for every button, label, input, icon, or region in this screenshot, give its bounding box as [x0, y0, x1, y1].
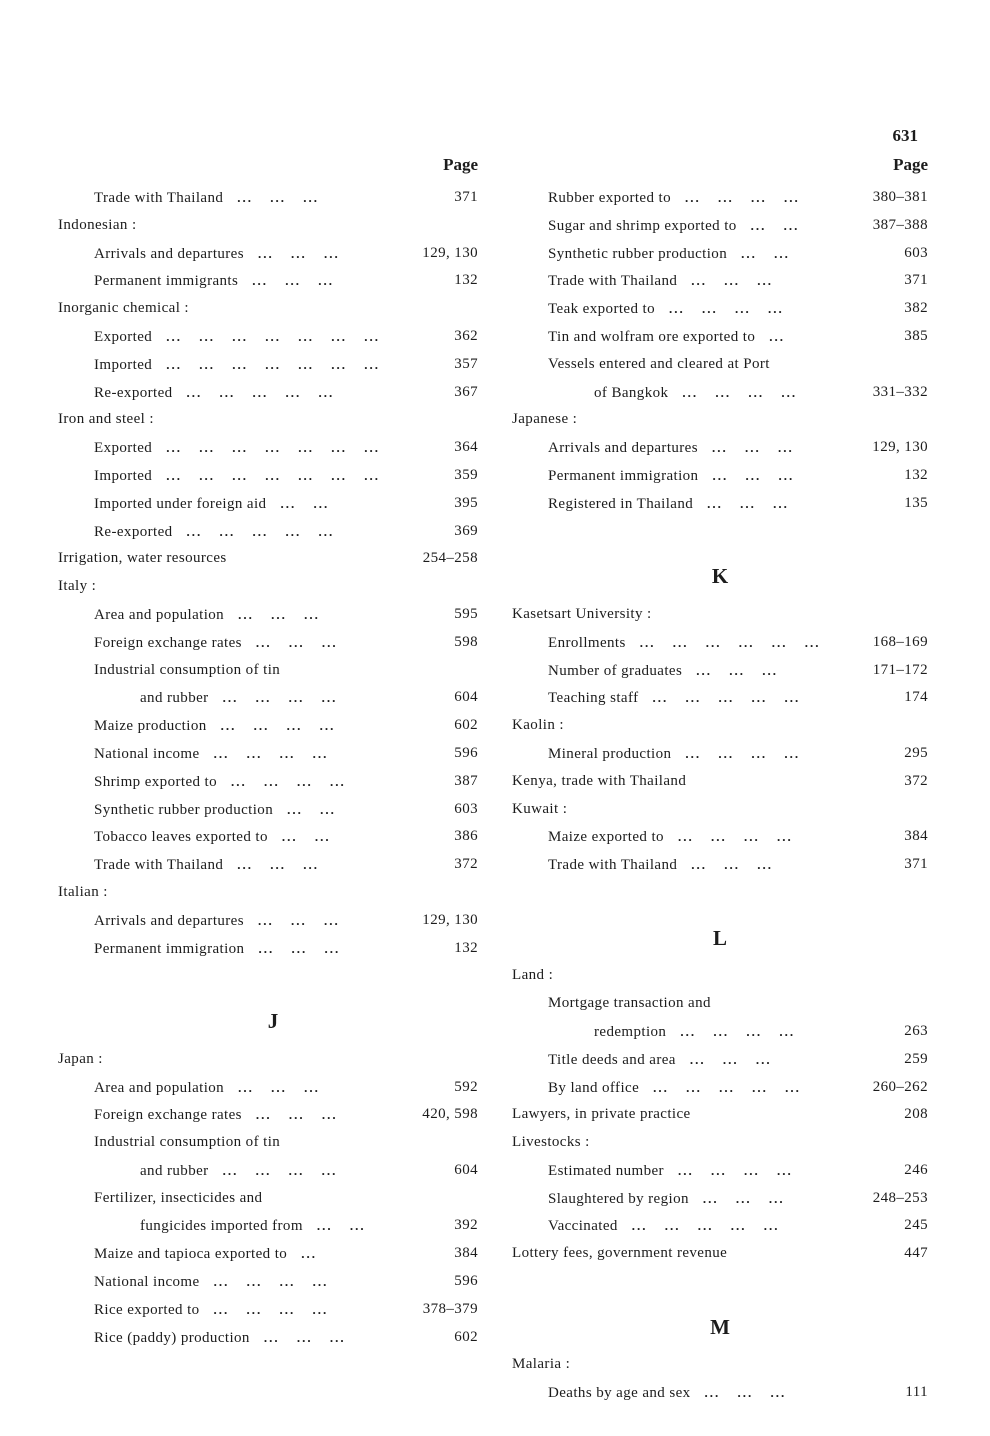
page-reference: 386 [454, 828, 478, 845]
dot-leader: ... ... ... [238, 606, 320, 622]
dot-leader: ... ... ... ... ... ... ... [166, 328, 380, 344]
index-subentry [58, 1324, 478, 1352]
index-subentry [58, 1101, 478, 1129]
entry-label: Title deeds and area [548, 1051, 676, 1068]
dot-leader: ... ... ... ... [680, 1023, 796, 1039]
index-subentry [512, 212, 928, 240]
index-subentry [512, 1185, 928, 1213]
index-subentry [58, 1074, 478, 1102]
section-letter-heading: J [267, 1009, 279, 1034]
entry-label: National income [94, 1274, 200, 1291]
index-subentry [58, 184, 478, 212]
index-subentry [58, 490, 478, 518]
index-entry-list [58, 184, 478, 1351]
index-subentry [512, 629, 928, 657]
page-reference: 371 [904, 272, 928, 289]
page-reference: 602 [454, 1328, 478, 1345]
entry-label: Vessels entered and cleared at Port [548, 355, 770, 372]
dot-leader: ... ... ... [712, 467, 795, 483]
index-subentry [58, 907, 478, 935]
page-reference: 372 [454, 856, 478, 873]
entry-label: Slaughtered by region [548, 1190, 689, 1207]
section-spacer [512, 1268, 928, 1296]
index-subentry [58, 240, 478, 268]
dot-leader: ... ... ... [702, 1190, 785, 1206]
entry-label: Exported [94, 328, 153, 345]
index-column-right [512, 150, 928, 1407]
index-subentry [58, 684, 478, 712]
index-subentry [58, 1157, 478, 1185]
index-subentry [58, 434, 478, 462]
page-reference: 603 [454, 800, 478, 817]
page-reference: 385 [904, 327, 928, 344]
index-subentry [512, 379, 928, 407]
entry-label: and rubber [140, 1162, 209, 1179]
dot-leader: ... ... ... [696, 662, 778, 678]
page-reference: 129, 130 [872, 439, 928, 456]
entry-label: Italian : [58, 883, 108, 900]
dot-leader: ... ... ... ... [231, 773, 346, 789]
index-subentry [512, 1212, 928, 1240]
entry-label: Trade with Thailand [94, 857, 224, 874]
dot-leader: ... ... ... ... [677, 1162, 793, 1178]
dot-leader: ... ... ... [238, 1079, 320, 1095]
dot-leader: ... ... ... [711, 440, 794, 456]
page-reference: 392 [454, 1217, 478, 1234]
entry-label: Rice exported to [94, 1301, 200, 1318]
index-heading-entry [58, 295, 478, 323]
entry-label: Japanese : [512, 411, 578, 428]
page-reference: 208 [904, 1106, 928, 1123]
index-subentry [58, 323, 478, 351]
page-reference: 171–172 [872, 661, 928, 678]
page-number: 631 [892, 126, 918, 145]
entry-label: Imported [94, 356, 153, 373]
page-reference: 598 [454, 633, 478, 650]
entry-label: Indonesian : [58, 216, 137, 233]
page-reference: 371 [904, 856, 928, 873]
index-subentry [58, 1268, 478, 1296]
section-spacer [512, 879, 928, 907]
dot-leader: ... ... ... [252, 273, 334, 289]
page-reference: 260–262 [872, 1078, 928, 1095]
entry-label: Kenya, trade with Thailand [512, 772, 687, 789]
entry-label: of Bangkok [594, 384, 669, 401]
index-subentry [58, 351, 478, 379]
entry-label: fungicides imported from [140, 1218, 303, 1235]
dot-leader: ... ... ... ... ... [653, 1079, 801, 1095]
dot-leader: ... ... ... ... [682, 384, 798, 400]
entry-label: Mortgage transaction and [548, 995, 711, 1012]
index-heading-entry [512, 712, 928, 740]
dot-leader: ... ... ... ... [222, 1162, 338, 1178]
page-reference: 378–379 [422, 1300, 478, 1317]
index-subentry [512, 657, 928, 685]
entry-label: Lottery fees, government revenue [512, 1245, 728, 1262]
dot-leader: ... ... ... [237, 857, 320, 873]
index-subentry [512, 184, 928, 212]
index-subentry [58, 935, 478, 963]
entry-label: Exported [94, 440, 153, 457]
index-subentry [58, 1212, 478, 1240]
index-subentry [512, 267, 928, 295]
entry-label: Kasetsart University : [512, 605, 652, 622]
entry-label: Re-exported [94, 523, 173, 540]
page-reference: 371 [454, 189, 478, 205]
entry-label: Maize production [94, 718, 207, 735]
page-reference: 384 [904, 828, 928, 845]
page-reference: 132 [904, 466, 928, 483]
dot-leader: ... [301, 1246, 317, 1262]
dot-leader: ... ... [281, 829, 331, 845]
entry-label: Arrivals and departures [94, 912, 244, 929]
section-spacer [58, 962, 478, 990]
entry-label: Rubber exported to [548, 190, 672, 206]
entry-label: Teak exported to [548, 301, 655, 318]
index-subentry [512, 1018, 928, 1046]
index-subentry [58, 629, 478, 657]
dot-leader: ... ... ... ... [220, 718, 336, 734]
page-reference: 362 [454, 327, 478, 344]
index-heading-entry [58, 212, 478, 240]
entry-label: Arrivals and departures [548, 440, 698, 457]
index-subentry [512, 1379, 928, 1407]
index-subentry [58, 740, 478, 768]
dot-leader: ... ... ... [258, 940, 341, 956]
page-reference: 245 [904, 1217, 928, 1234]
entry-label: Shrimp exported to [94, 773, 218, 790]
dot-leader: ... ... ... ... ... ... ... [166, 467, 380, 483]
dot-leader: ... [769, 328, 785, 344]
page-reference: 132 [454, 939, 478, 956]
index-subentry [58, 1240, 478, 1268]
page-reference: 603 [904, 244, 928, 261]
entry-label: Vaccinated [548, 1218, 618, 1235]
index-subentry [58, 768, 478, 796]
index-heading-entry [512, 601, 928, 629]
entry-label: Synthetic rubber production [548, 245, 728, 262]
index-heading-entry [512, 1101, 928, 1129]
section-spacer [512, 518, 928, 546]
entry-label: Registered in Thailand [548, 495, 694, 512]
index-column-left [58, 150, 478, 1351]
dot-leader: ... ... ... [237, 190, 320, 205]
index-subentry [512, 1046, 928, 1074]
entry-label: Inorganic chemical : [58, 300, 190, 317]
entry-label: Sugar and shrimp exported to [548, 217, 737, 234]
entry-label: Trade with Thailand [548, 857, 678, 874]
entry-label: Area and population [94, 606, 225, 623]
page-reference: 369 [454, 522, 478, 539]
page-reference: 132 [454, 272, 478, 289]
index-subentry [512, 351, 928, 379]
entry-label: Synthetic rubber production [94, 801, 274, 818]
dot-leader: ... ... ... ... ... [186, 384, 335, 400]
index-subentry [58, 601, 478, 629]
page-reference: 604 [454, 689, 478, 706]
page-reference: 263 [904, 1022, 928, 1039]
entry-label: Arrivals and departures [94, 245, 244, 262]
index-subentry [58, 796, 478, 824]
dot-leader: ... ... ... [257, 245, 340, 261]
entry-label: Industrial consumption of tin [94, 661, 281, 678]
dot-leader: ... ... ... [704, 1385, 787, 1401]
dot-leader: ... ... ... ... [668, 301, 784, 317]
entry-label: Permanent immigrants [94, 273, 239, 290]
index-heading-entry [58, 573, 478, 601]
page-reference: 295 [904, 744, 928, 761]
page-reference: 129, 130 [422, 911, 478, 928]
entry-label: Industrial consumption of tin [94, 1134, 281, 1151]
index-subentry [512, 1074, 928, 1102]
index-subentry [512, 295, 928, 323]
entry-label: Imported under foreign aid [94, 495, 267, 512]
index-subentry [512, 851, 928, 879]
entry-label: Tin and wolfram ore exported to [548, 328, 756, 345]
index-subentry [58, 657, 478, 685]
entry-label: Kaolin : [512, 717, 564, 734]
dot-leader: ... ... ... ... ... [652, 690, 801, 706]
entry-label: National income [94, 745, 200, 762]
entry-label: and rubber [140, 690, 209, 707]
index-heading-entry [512, 1129, 928, 1157]
entry-label: Livestocks : [512, 1134, 590, 1151]
page-reference: 592 [454, 1078, 478, 1095]
dot-leader: ... ... ... ... ... ... ... [166, 356, 380, 372]
entry-label: Fertilizer, insecticides and [94, 1189, 263, 1206]
index-subentry [512, 490, 928, 518]
index-subentry [512, 462, 928, 490]
entry-label: Rice (paddy) production [94, 1329, 250, 1346]
page-reference: 447 [904, 1245, 928, 1262]
page-reference: 367 [454, 383, 478, 400]
entry-label: Iron and steel : [58, 411, 154, 428]
index-subentry [58, 823, 478, 851]
page-reference: 331–332 [872, 383, 928, 400]
dot-leader: ... ... [280, 495, 330, 511]
dot-leader: ... ... ... [707, 495, 789, 511]
entry-label: Permanent immigration [548, 467, 699, 484]
page-reference: 604 [454, 1161, 478, 1178]
index-subentry [58, 1185, 478, 1213]
entry-label: Teaching staff [548, 690, 639, 707]
dot-leader: ... ... ... ... [213, 745, 329, 761]
page-reference: 359 [454, 466, 478, 483]
index-entry-list [512, 184, 928, 1407]
page-reference: 595 [454, 605, 478, 622]
dot-leader: ... ... ... ... [222, 690, 338, 706]
dot-leader: ... ... [316, 1218, 366, 1234]
entry-label: Kuwait : [512, 800, 568, 817]
dot-leader: ... ... ... ... [685, 190, 800, 205]
page-reference: 395 [454, 494, 478, 511]
entry-label: Area and population [94, 1079, 225, 1096]
page-reference: 135 [904, 494, 928, 511]
entry-label: Mineral production [548, 745, 672, 762]
dot-leader: ... ... ... ... ... ... ... [166, 440, 380, 456]
index-heading-entry [58, 879, 478, 907]
index-heading-entry [512, 1240, 928, 1268]
index-subentry [58, 1129, 478, 1157]
page-reference: 384 [454, 1245, 478, 1262]
dot-leader: ... ... ... ... [685, 745, 801, 761]
dot-leader: ... ... ... ... [213, 1301, 329, 1317]
index-subentry [58, 1296, 478, 1324]
section-letter-heading: L [712, 925, 727, 950]
dot-leader: ... ... [741, 245, 790, 261]
index-subentry [58, 851, 478, 879]
dot-leader: ... ... ... [689, 1051, 772, 1067]
index-subentry [58, 379, 478, 407]
index-subentry [58, 462, 478, 490]
index-subentry [512, 434, 928, 462]
dot-leader: ... ... ... ... [213, 1274, 329, 1290]
dot-leader: ... ... ... ... ... ... [639, 634, 821, 650]
page-reference: 372 [904, 772, 928, 789]
entry-label: Permanent immigration [94, 940, 245, 957]
index-heading-entry [58, 545, 478, 573]
index-subentry [512, 990, 928, 1018]
dot-leader: ... ... [750, 217, 800, 233]
entry-label: Tobacco leaves exported to [94, 829, 268, 846]
page-reference: 380–381 [872, 189, 928, 205]
entry-label: Italy : [58, 578, 97, 595]
index-subentry [58, 267, 478, 295]
page-reference: 168–169 [872, 633, 928, 650]
dot-leader: ... ... ... ... [677, 829, 793, 845]
index-heading-entry [512, 768, 928, 796]
index-heading-entry [512, 1351, 928, 1379]
page-reference: 420, 598 [422, 1106, 478, 1123]
entry-label: Re-exported [94, 384, 173, 401]
index-heading-entry [58, 1046, 478, 1074]
page-reference: 357 [454, 355, 478, 372]
section-letter-heading: K [711, 564, 729, 589]
dot-leader: ... ... ... [263, 1329, 346, 1345]
page-reference: 387–388 [872, 216, 928, 233]
index-subentry [512, 740, 928, 768]
entry-label: Foreign exchange rates [94, 634, 242, 651]
page-reference: 382 [904, 300, 928, 317]
index-subentry [512, 684, 928, 712]
index-subentry [58, 712, 478, 740]
entry-label: Trade with Thailand [548, 273, 678, 290]
section-letter-heading: M [710, 1314, 730, 1339]
page-reference: 254–258 [422, 550, 478, 567]
entry-label: Trade with Thailand [94, 190, 224, 206]
page-column-header: Page [443, 155, 478, 174]
dot-leader: ... ... [287, 801, 336, 817]
page-reference: 602 [454, 717, 478, 734]
index-heading-entry [58, 406, 478, 434]
dot-leader: ... ... ... [691, 273, 774, 289]
entry-label: Land : [512, 967, 554, 984]
entry-label: Foreign exchange rates [94, 1107, 242, 1124]
index-heading-entry [512, 406, 928, 434]
index-subentry [512, 240, 928, 268]
index-subentry [512, 1157, 928, 1185]
page-reference: 596 [454, 744, 478, 761]
page-reference: 364 [454, 439, 478, 456]
entry-label: Enrollments [548, 634, 626, 651]
page-reference: 248–253 [872, 1189, 928, 1206]
entry-label: Irrigation, water resources [58, 550, 227, 567]
entry-label: Malaria : [512, 1356, 571, 1373]
entry-label: Estimated number [548, 1162, 664, 1179]
dot-leader: ... ... ... ... ... [186, 523, 335, 539]
index-subentry [512, 323, 928, 351]
index-heading-entry [512, 962, 928, 990]
entry-label: By land office [548, 1079, 640, 1096]
index-subentry [58, 518, 478, 546]
page-reference: 246 [904, 1161, 928, 1178]
dot-leader: ... ... ... [691, 857, 774, 873]
entry-label: Maize and tapioca exported to [94, 1246, 288, 1263]
page-reference: 129, 130 [422, 244, 478, 261]
entry-label: Maize exported to [548, 829, 664, 846]
dot-leader: ... ... ... ... ... [631, 1218, 780, 1234]
entry-label: Deaths by age and sex [548, 1385, 691, 1402]
index-subentry [512, 823, 928, 851]
page-reference: 111 [905, 1384, 928, 1401]
entry-label: Lawyers, in private practice [512, 1106, 691, 1123]
page-reference: 259 [904, 1050, 928, 1067]
dot-leader: ... ... ... [255, 634, 338, 650]
page-reference: 174 [904, 689, 928, 706]
page-column-header: Page [893, 155, 928, 174]
entry-label: Number of graduates [548, 662, 683, 679]
entry-label: Imported [94, 467, 153, 484]
page-reference: 387 [454, 772, 478, 789]
page-reference: 596 [454, 1273, 478, 1290]
entry-label: Japan : [58, 1050, 103, 1067]
index-heading-entry [512, 796, 928, 824]
dot-leader: ... ... ... [255, 1107, 338, 1123]
entry-label: redemption [594, 1023, 667, 1040]
dot-leader: ... ... ... [257, 912, 340, 928]
